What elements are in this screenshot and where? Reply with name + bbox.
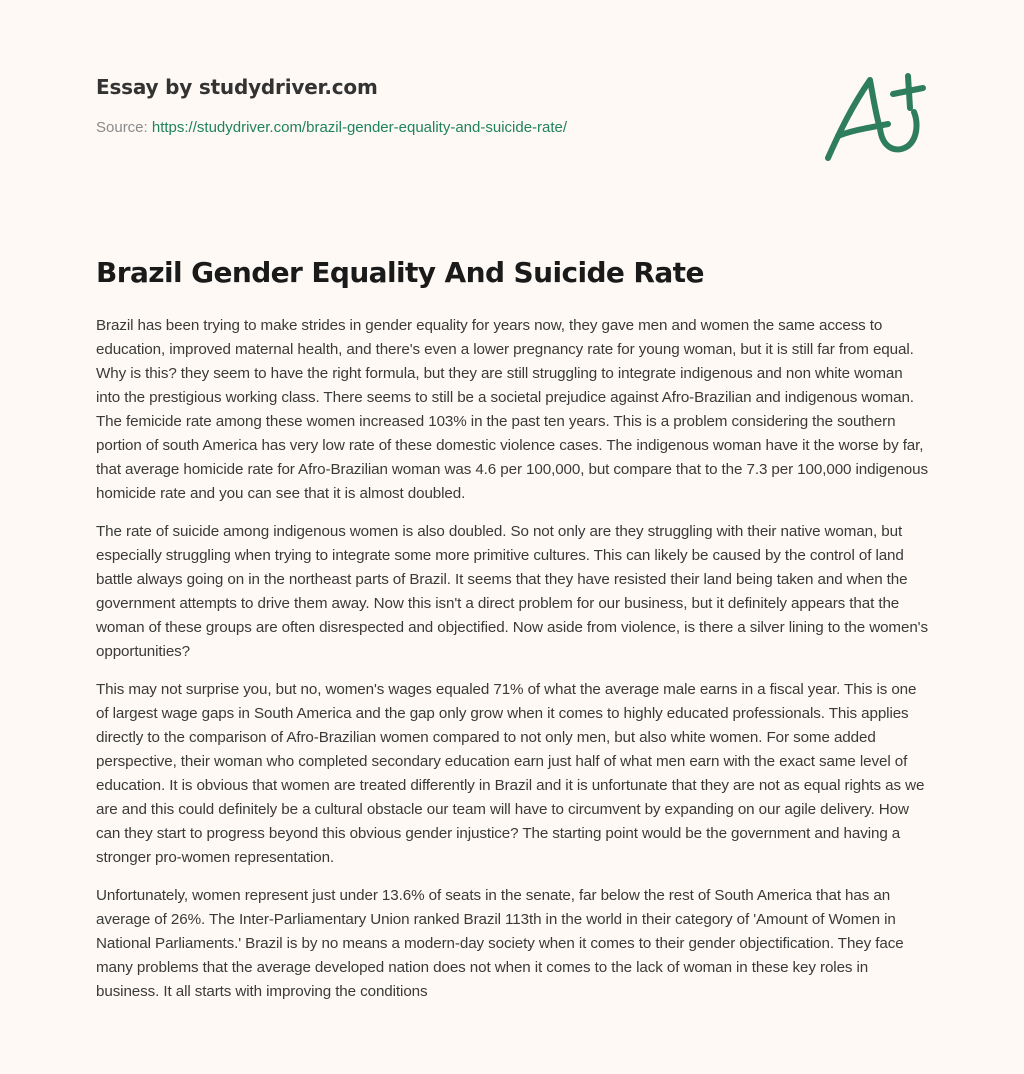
source-line (96, 119, 796, 136)
site-title: Essay by studydriver.com (96, 75, 378, 99)
source-label: Source: (96, 119, 148, 136)
essay-paragraph: Brazil has been trying to make strides in gender equality for years now, they gave men and women the same access to education, improved maternal health, and there's even a lower pregnancy rate for young woman, but it is still far from equal. Why is this? they seem to have the right formula, but they are still struggling to integrate indigenous and non white woman into the prestigious working class. There seems to still be a societal prejudice against Afro-Brazilian and indigenous woman. The femicide rate among these women increased 103% in the past ten years. This is a problem considering the southern portion of south America has very low rate of these domestic violence cases. The indigenous woman have it the worse by far, that average homicide rate for Afro-Brazilian woman was 4.6 per 100,000, but compare that to the 7.3 per 100,000 indigenous homicide rate and you can see that it is almost doubled. (96, 317, 928, 502)
essay-header (96, 75, 796, 136)
a-plus-grade-icon (818, 66, 928, 166)
essay-paragraph: This may not surprise you, but no, women's wages equaled 71% of what the average male earns in a fiscal year. This is one of largest wage gaps in South America and the gap only grow when it comes to highly educated professionals. This applies directly to the comparison of Afro-Brazilian women compared to not only men, but also white women. For some added perspective, their woman who completed secondary education earn just half of what men earn with the exact same level of education. It is obvious that women are treated differently in Brazil and it is unfortunate that they are not as equal rights as we are and this could definitely be a cultural obstacle our team will have to circumvent by expanding on our agile delivery. How can they start to progress beyond this obvious gender injustice? The starting point would be the government and having a stronger pro-women representation. (96, 681, 925, 866)
essay-paragraph: Unfortunately, women represent just under 13.6% of seats in the senate, far below the rest of South America that has an average of 26%. The Inter-Parliamentary Union ranked Brazil 113th in the world in their category of 'Amount of Women in National Parliaments.' Brazil is by no means a modern-day society when it comes to their gender objectification. They face many problems that the average developed nation does not when it comes to the lack of woman in these key roles in business. It all starts with improving the conditions (96, 887, 904, 1000)
source-link[interactable]: https://studydriver.com/brazil-gender-equality-and-suicide-rate/ (151, 119, 568, 136)
essay-paragraph: The rate of suicide among indigenous women is also doubled. So not only are they struggling with their native woman, but especially struggling when trying to integrate some more primitive cultures. This can likely be caused by the control of land battle always going on in the northeast parts of Brazil. It seems that they have resisted their land being taken and when the government attempts to drive them away. Now this isn't a direct problem for our business, but it definitely appears that the woman of these groups are often disrespected and objectified. Now aside from violence, is there a silver lining to the women's opportunities? (96, 523, 928, 660)
essay-body (96, 314, 928, 1018)
essay-title: Brazil Gender Equality And Suicide Rate (96, 256, 704, 289)
